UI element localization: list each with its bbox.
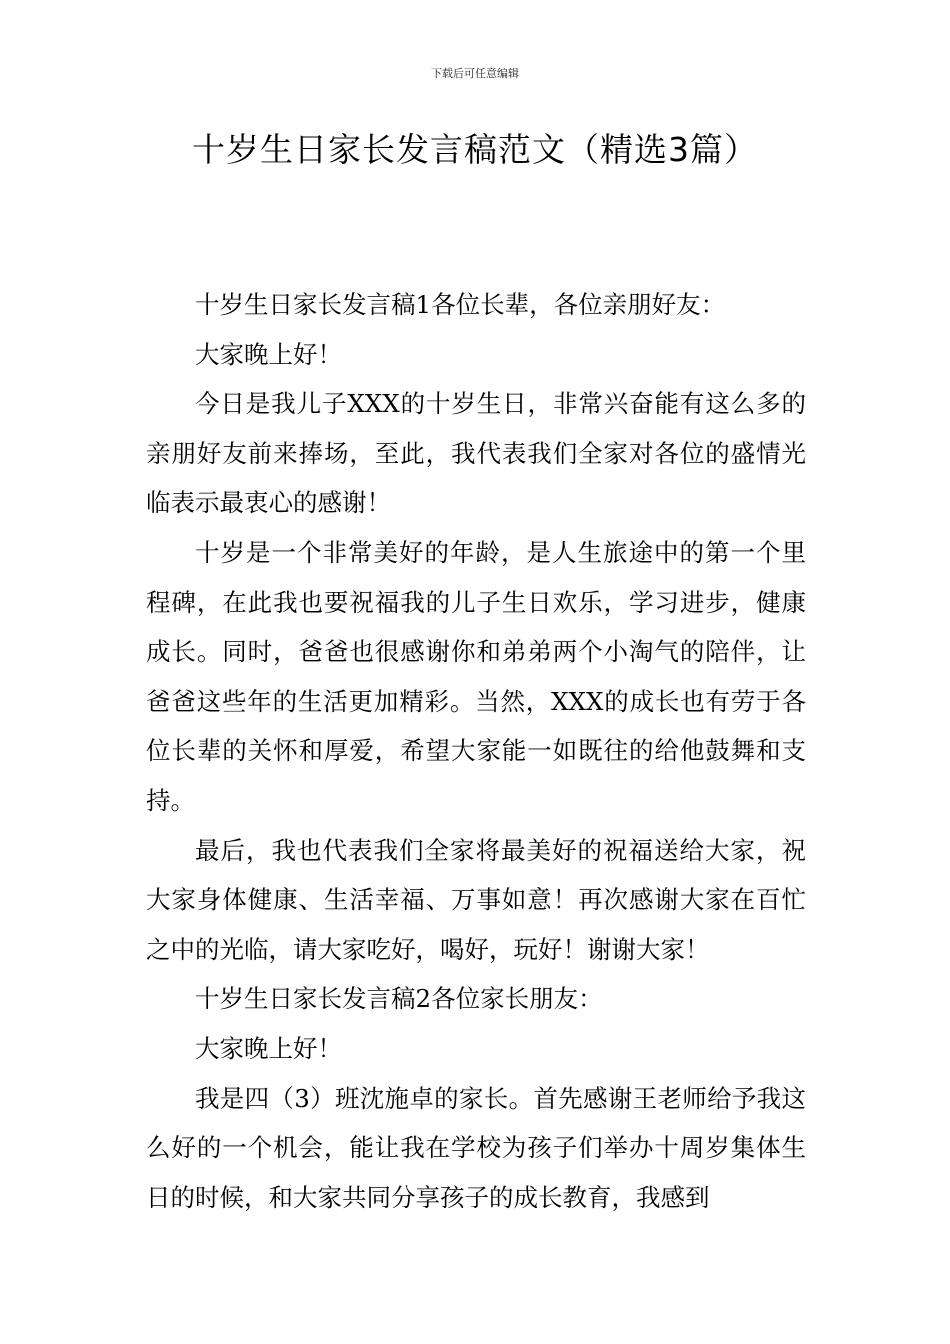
speech-1-heading: 十岁生日家长发言稿1各位长辈，各位亲朋好友： [195,290,726,319]
body-paragraph: 我是四（3）班沈施卓的家长。首先感谢王老师给予我这么好的一个机会，能让我在学校为孩子们举办十周岁集体生日的时候，和大家共同分享孩子的成长教育，我感到 [146,1083,806,1212]
speech-2-heading: 十岁生日家长发言稿2各位家长朋友： [195,984,603,1014]
greeting-paragraph: 大家晚上好！ [195,1033,342,1063]
greeting-paragraph: 大家晚上好！ [195,339,342,369]
body-paragraph: 十岁是一个非常美好的年龄，是人生旅途中的第一个里程碑，在此我也要祝福我的儿子生日欢乐，学习进步，健康成长。同时，爸爸也很感谢你和弟弟两个小淘气的陪伴，让爸爸这些年的生活更加精彩。当然，XXX的成长也有劳于各位长辈的关怀和厚爱，希望大家能一如既往的给他鼓舞和支持。 [146,537,806,815]
document-title: 十岁生日家长发言稿范文（精选3篇） [192,130,758,169]
document-body [146,280,806,1222]
body-paragraph: 今日是我儿子XXX的十岁生日，非常兴奋能有这么多的亲朋好友前来捧场，至此，我代表我们全家对各位的盛情光临表示最衷心的感谢！ [146,389,806,518]
page-header-note: 下载后可任意编辑 [431,67,519,80]
body-paragraph: 最后，我也代表我们全家将最美好的祝福送给大家，祝大家身体健康、生活幸福、万事如意！再次感谢大家在百忙之中的光临，请大家吃好，喝好，玩好！谢谢大家！ [146,835,806,964]
